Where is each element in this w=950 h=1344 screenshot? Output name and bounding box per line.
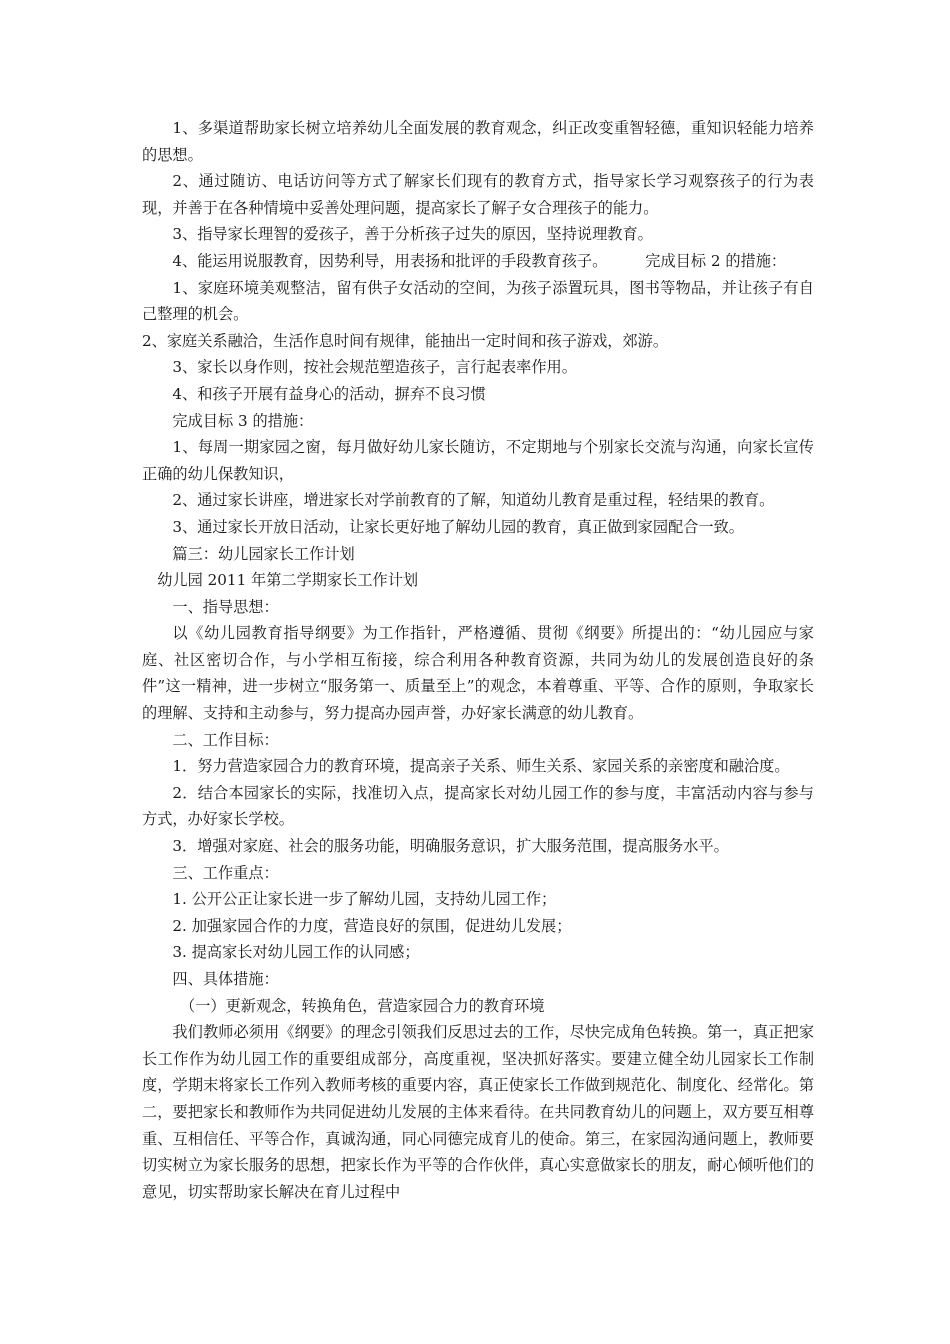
- paragraph: 完成目标 3 的措施：: [172, 411, 314, 430]
- paragraph: （一）更新观念，转换角色，营造家园合力的教育环境: [180, 996, 545, 1015]
- paragraph: 4、能运用说服教育，因势利导，用表扬和批评的手段教育孩子。 完成目标 2 的措施：: [172, 251, 787, 270]
- paragraph: 1、每周一期家园之窗，每月做好幼儿家长随访，不定期地与个别家长交流与沟通，向家长宣传正确的幼儿保教知识，: [142, 438, 814, 483]
- paragraph: 3．增强对家庭、社会的服务功能，明确服务意识，扩大服务范围，提高服务水平。: [172, 837, 729, 856]
- paragraph: 4、和孩子开展有益身心的活动，摒弃不良习惯: [172, 384, 486, 403]
- paragraph: 2、家庭关系融洽，生活作息时间有规律，能抽出一定时间和孩子游戏，郊游。: [142, 331, 669, 350]
- paragraph: 一、指导思想：: [172, 597, 279, 616]
- paragraph: 1、多渠道帮助家长树立培养幼儿全面发展的教育观念，纠正改变重智轻德，重知识轻能力培养的思想。: [142, 119, 814, 164]
- paragraph: 幼儿园 2011 年第二学期家长工作计划: [157, 571, 419, 590]
- paragraph: 3、指导家长理智的爱孩子，善于分析孩子过失的原因，坚持说理教育。: [172, 225, 653, 244]
- paragraph: 2、通过随访、电话访问等方式了解家长们现有的教育方式，指导家长学习观察孩子的行为表现，并善于在各种情境中妥善处理问题，提高家长了解子女合理孩子的能力。: [142, 172, 814, 217]
- paragraph: 1、家庭环境美观整洁，留有供子女活动的空间，为孩子添置玩具，图书等物品，并让孩子有自己整理的机会。: [142, 278, 814, 324]
- paragraph: 1. 公开公正让家长进一步了解幼儿园，支持幼儿园工作；: [172, 890, 557, 909]
- paragraph: 2．结合本园家长的实际，找准切入点，提高家长对幼儿园工作的参与度，丰富活动内容与参与方式，办好家长学校。: [142, 783, 814, 829]
- paragraph: 四、具体措施：: [172, 970, 279, 988]
- paragraph: 2. 加强家园合作的力度，营造良好的氛围，促进幼儿发展；: [172, 916, 572, 935]
- paragraph: 以《幼儿园教育指导纲要》为工作指针，严格遵循、贯彻《纲要》所提出的：“幼儿园应与家庭、社区密切合作，与小学相互衔接，综合利用各种教育资源，共同为幼儿的发展创造良好的条件”这一精神，进一步树立“服务第一、质量至上”的观念，本着尊重、平等、合作的原则，争取家长的理解、支持和主动参与，努力提高办园声誉，办好家长满意的幼儿教育。: [142, 624, 814, 723]
- paragraph: 3、家长以身作则，按社会规范塑造孩子，言行起表率作用。: [172, 358, 577, 377]
- paragraph: 1．努力营造家园合力的教育环境，提高亲子关系、师生关系、家园关系的亲密度和融洽度。: [172, 757, 790, 776]
- paragraph: 二、工作目标：: [172, 730, 279, 749]
- paragraph: 2、通过家长讲座，增进家长对学前教育的了解，知道幼儿教育是重过程，轻结果的教育。: [172, 491, 775, 510]
- paragraph: 三、工作重点：: [172, 863, 279, 882]
- paragraph: 3. 提高家长对幼儿园工作的认同感；: [172, 943, 420, 962]
- paragraph: 3、通过家长开放日活动，让家长更好地了解幼儿园的教育，真正做到家园配合一致。: [172, 517, 744, 536]
- document-body: [142, 115, 814, 1205]
- paragraph: 我们教师必须用《纲要》的理念引领我们反思过去的工作，尽快完成角色转换。第一，真正把家长工作作为幼儿园工作的重要组成部分，高度重视，坚决抓好落实。要建立健全幼儿园家长工作制度，学期末将家长工作列入教师考核的重要内容，真正使家长工作做到规范化、制度化、经常化。第二，要把家长和教师作为共同促进幼儿发展的主体来看待。在共同教育幼儿的问题上，双方要互相尊重、互相信任、平等合作，真诚沟通，同心同德完成育儿的使命。第三，在家园沟通问题上，教师要切实树立为家长服务的思想，把家长作为平等的合作伙伴，真心实意做家长的朋友，耐心倾听他们的意见，切实帮助家长解决在育儿过程中: [142, 1023, 814, 1201]
- paragraph: 篇三：幼儿园家长工作计划: [172, 544, 355, 563]
